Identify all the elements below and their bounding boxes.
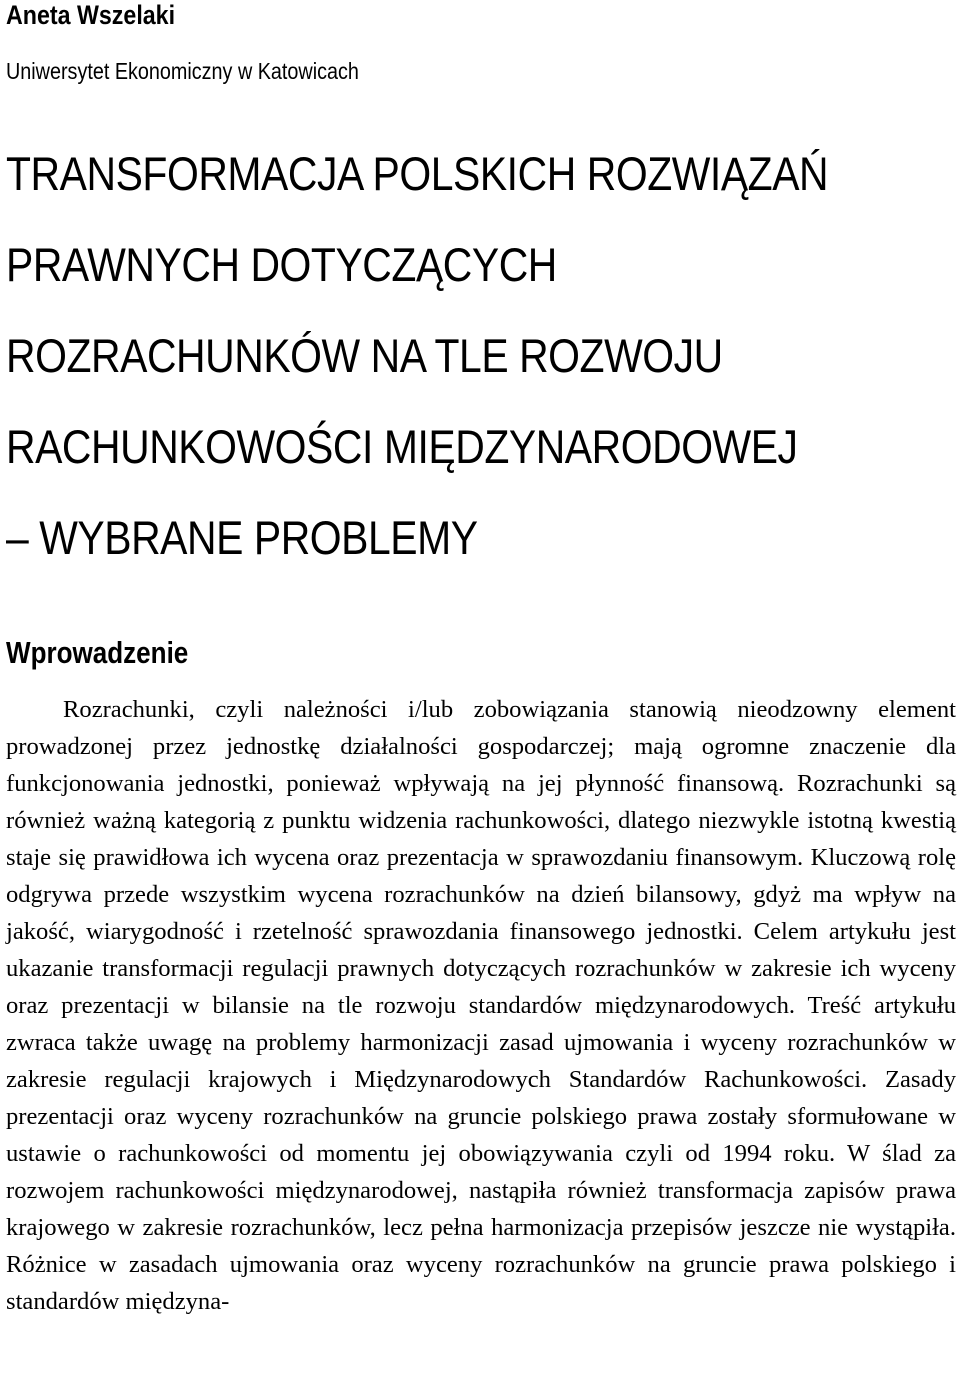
document-page xyxy=(6,0,956,1345)
section-heading: Wprowadzenie xyxy=(6,635,189,670)
author-affiliation: Uniwersytet Ekonomiczny w Katowicach xyxy=(6,58,359,84)
title-line: RACHUNKOWOŚCI MIĘDZYNARODOWEJ xyxy=(6,420,798,473)
title-line: ROZRACHUNKÓW NA TLE ROZWOJU xyxy=(6,329,723,382)
title-line: TRANSFORMACJA POLSKICH ROZWIĄZAŃ xyxy=(6,147,829,200)
article-title xyxy=(6,128,956,583)
title-line: PRAWNYCH DOTYCZĄCYCH xyxy=(6,238,557,291)
title-line: – WYBRANE PROBLEMY xyxy=(6,511,478,564)
body-paragraph: Rozrachunki, czyli należności i/lub zobowiązania stanowią nieodzowny element prowadzonej przez jednostkę działalności gospodarczej; mają ogromne znaczenie dla funkcjonowania jednostki, ponieważ wpływają na jej płynność finansową. Rozrachunki są również ważną kategorią z punktu widzenia rachunkowości, dlatego niezwykle istotną kwestią staje się prawidłowa ich wycena oraz prezentacja w sprawozdaniu finansowym. Kluczową rolę odgrywa przede wszystkim wycena rozrachunków na dzień bilansowy, gdyż ma wpływ na jakość, wiarygodność i rzetelność sprawozdania finansowego jednostki. Celem artykułu jest ukazanie transformacji regulacji prawnych dotyczących rozrachunków w zakresie ich wyceny oraz prezentacji w bilansie na tle rozwoju standardów międzynarodowych. Treść artykułu zwraca także uwagę na problemy harmonizacji zasad ujmowania i wyceny rozrachunków w zakresie regulacji krajowych i Międzynarodowych Standardów Rachunkowości. Zasady prezentacji oraz wyceny rozrachunków na gruncie polskiego prawa zostały sformułowane w ustawie o rachunkowości od momentu jej obowiązywania czyli od 1994 roku. W ślad za rozwojem rachunkowości międzynarodowej, nastąpiła również transformacja zapisów prawa krajowego w zakresie rozrachunków, lecz pełna harmonizacja przepisów jeszcze nie wystąpiła. Różnice w zasadach ujmowania oraz wyceny rozrachunków na gruncie prawa polskiego i standardów międzyna- xyxy=(6,696,956,1315)
author-name: Aneta Wszelaki xyxy=(6,0,176,30)
